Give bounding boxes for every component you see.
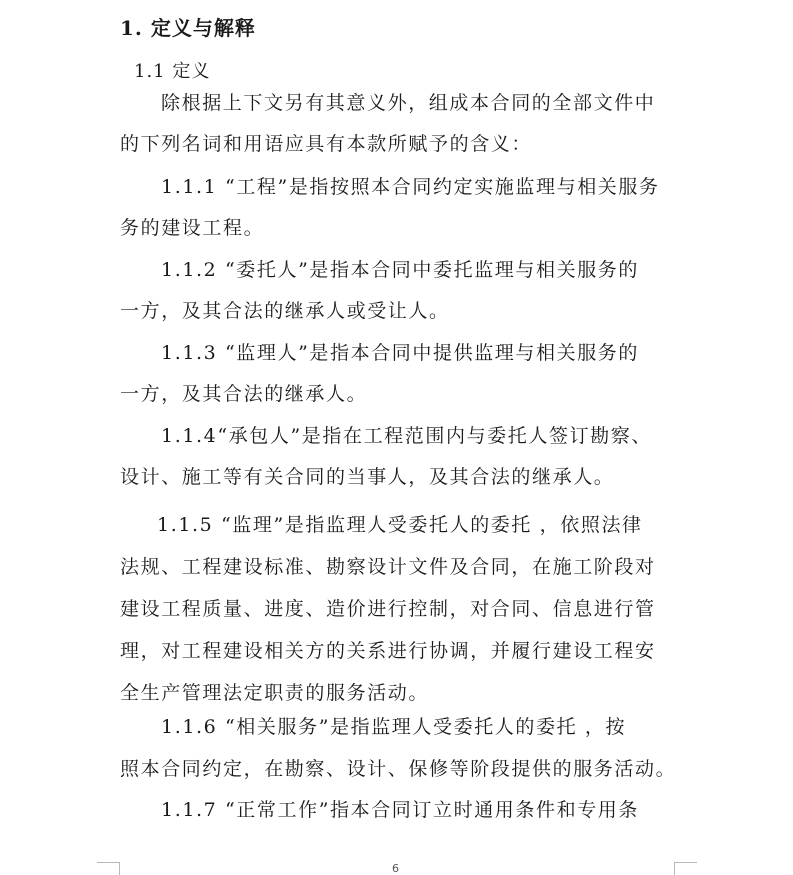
text-line: 法规、工程建设标准、勘察设计文件及合同，在施工阶段对 [120,556,656,578]
text-line: 全生产管理法定职责的服务活动。 [120,682,430,704]
page-number: 6 [392,862,399,875]
text-line: 除根据上下文另有其意义外，组成本合同的全部文件中 [161,92,656,114]
definition-1-1-2: 1.1.2 “委托人”是指本合同中委托监理与相关服务的 [161,259,640,281]
definition-1-1-7: 1.1.7 “正常工作”指本合同订立时通用条件和专用条 [161,799,640,821]
text-line: 照本合同约定，在勘察、设计、保修等阶段提供的服务活动。 [120,758,677,780]
definition-1-1-4: 1.1.4“承包人”是指在工程范围内与委托人签订勘察、 [161,425,652,447]
definition-1-1-6: 1.1.6 “相关服务”是指监理人受委托人的委托 ，按 [161,716,627,738]
text-line: 一方，及其合法的继承人。 [120,383,368,405]
definition-1-1-3: 1.1.3 “监理人”是指本合同中提供监理与相关服务的 [161,342,640,364]
section-heading: 1. 定义与解释 [120,16,256,40]
text-line: 的下列名词和用语应具有本款所赋予的含义： [120,133,533,155]
text-line: 设计、施工等有关合同的当事人，及其合法的继承人。 [120,466,615,488]
text-line: 理，对工程建设相关方的关系进行协调，并履行建设工程安 [120,640,656,662]
page-corner-mark-left [97,862,120,875]
text-line: 建设工程质量、进度、造价进行控制，对合同、信息进行管 [120,598,656,620]
text-line: 务的建设工程。 [120,217,265,239]
definition-1-1-5: 1.1.5 “监理”是指监理人受委托人的委托 ，依照法律 [157,514,643,536]
definition-1-1-1: 1.1.1 “工程”是指按照本合同约定实施监理与相关服务 [161,176,660,198]
text-line: 一方，及其合法的继承人或受让人。 [120,300,450,322]
page-corner-mark-right [674,862,697,875]
subsection-heading: 1.1 定义 [134,61,211,82]
